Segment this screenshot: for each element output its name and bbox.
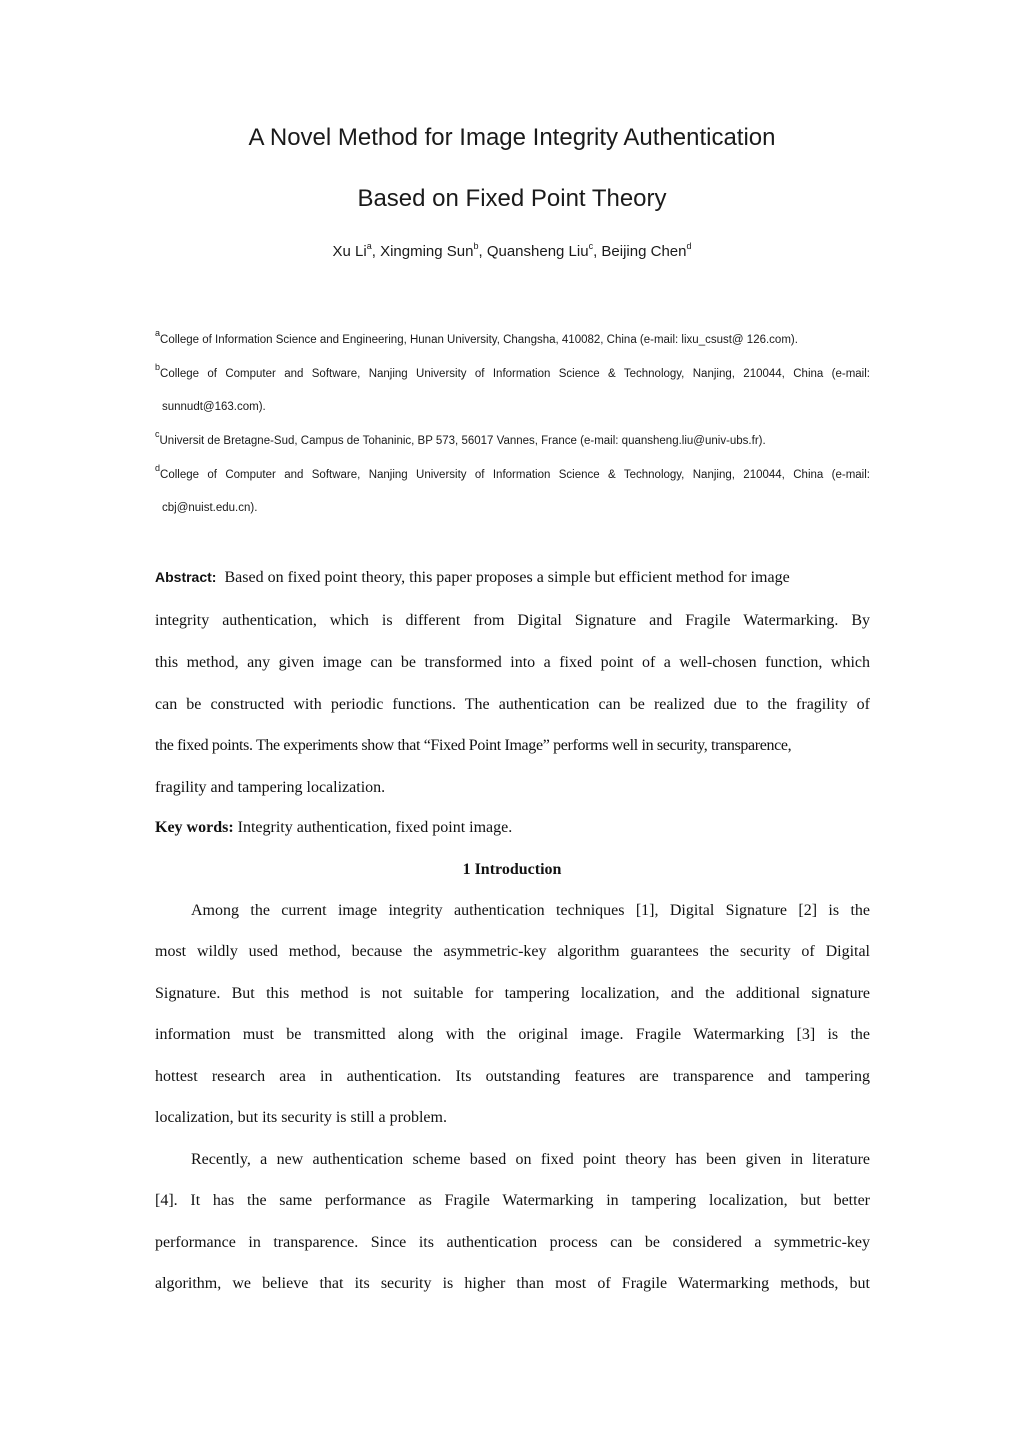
intro-paragraph-line: information must be transmitted along with the original image. Fragile Watermarking [3] is the [155, 1026, 870, 1043]
abstract-line: can be constructed with periodic functions. The authentication can be realized due to the fragility of [155, 696, 870, 713]
abstract-label: Abstract: [155, 569, 217, 585]
abstract-line: this method, any given image can be transformed into a fixed point of a well-chosen function, which [155, 654, 870, 671]
intro-paragraph-line: hottest research area in authentication. Its outstanding features are transparence and tampering [155, 1068, 870, 1085]
author-name: Xingming Sun [380, 243, 474, 260]
author-name: Quansheng Liu [486, 243, 589, 260]
intro-paragraph-line: Recently, a new authentication scheme based on fixed point theory has been given in literature [191, 1151, 870, 1168]
affiliation-b-continued: sunnudt@163.com). [162, 401, 266, 413]
author-mark: a [366, 241, 372, 251]
affiliation-d-continued: cbj@nuist.edu.cn). [162, 502, 258, 514]
author-list: Xu Li$^a$, Xingming Sun$^b$, Quansheng Liu$^c$, Beijing Chen$^d$ [332, 241, 692, 260]
intro-paragraph-line: most wildly used method, because the asymmetric-key algorithm guarantees the security of Digital [155, 943, 870, 960]
author-mark: b [473, 241, 479, 251]
author-name: Beijing Chen [601, 243, 687, 260]
intro-paragraph-line: algorithm, we believe that its security is higher than most of Fragile Watermarking methods, but [155, 1275, 870, 1292]
affiliation-d: $^d$College of Computer and Software, Nanjing University of Information Science & Technology, Nanjing, 210044, China (e-mail: [155, 463, 870, 481]
author-name: Xu Li [332, 243, 367, 260]
abstract-line: the fixed points. The experiments show that “Fixed Point Image” performs well in security, transparence, [155, 737, 792, 754]
keywords: Key words: Integrity authentication, fixed point image. [155, 819, 513, 836]
intro-paragraph-line: performance in transparence. Since its authentication process can be considered a symmetric-key [155, 1234, 870, 1251]
intro-paragraph-line: Signature. But this method is not suitable for tampering localization, and the additional signature [155, 985, 870, 1002]
abstract-line: Abstract: Based on fixed point theory, this paper proposes a simple but efficient method for image [155, 569, 790, 586]
affiliation-c: $^c$Universit de Bretagne-Sud, Campus de Tohaninic, BP 573, 56017 Vannes, France (e-mail: quansheng.liu@univ-ubs.fr). [155, 429, 766, 447]
affiliation-a: $^a$College of Information Science and Engineering, Hunan University, Changsha, 410082, China (e-mail: lixu_csust@ 126.com). [155, 328, 798, 346]
paper-title-line-2: Based on Fixed Point Theory [357, 185, 667, 212]
abstract-line: integrity authentication, which is different from Digital Signature and Fragile Watermarking. By [155, 612, 870, 629]
intro-paragraph-line: Among the current image integrity authentication techniques [1], Digital Signature [2] is the [191, 902, 870, 919]
author-mark: d [686, 241, 692, 251]
author-mark: c [588, 241, 594, 251]
section-heading: 1 Introduction [462, 861, 562, 878]
intro-paragraph-line: [4]. It has the same performance as Fragile Watermarking in tampering localization, but better [155, 1192, 870, 1209]
abstract-line: fragility and tampering localization. [155, 779, 386, 796]
paper-title-line-1: A Novel Method for Image Integrity Authentication [248, 124, 776, 151]
keywords-label: Key words: [155, 819, 234, 836]
affiliation-b: $^b$College of Computer and Software, Nanjing University of Information Science & Technology, Nanjing, 210044, China (e-mail: [155, 362, 870, 380]
intro-paragraph-line: localization, but its security is still a problem. [155, 1109, 447, 1126]
